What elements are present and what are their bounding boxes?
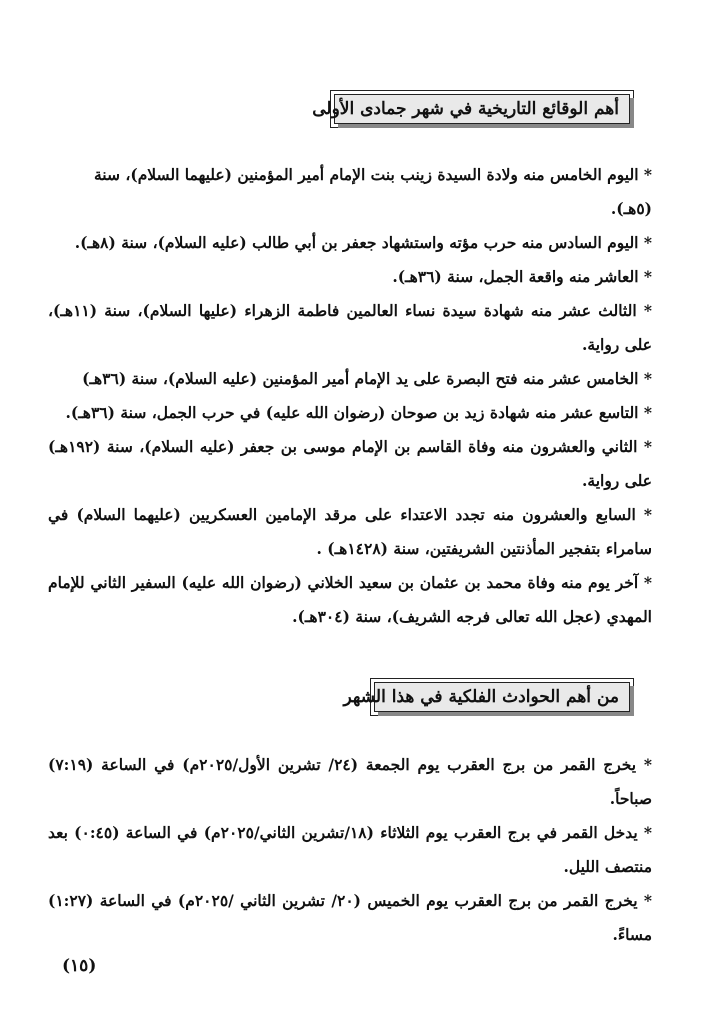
- event-item: * آخر يوم منه وفاة محمد بن عثمان بن سعيد الخلاني (رضوان الله عليه) السفير الثاني للإمام المهدي (عجل الله تعالى فرجه الشريف)، سنة (٣٠٤هـ).: [48, 573, 652, 626]
- section2-title-box: [343, 678, 634, 716]
- event-item: * الخامس عشر منه فتح البصرة على يد الإمام أمير المؤمنين (عليه السلام)، سنة (٣٦هـ): [82, 369, 652, 388]
- event-item: * اليوم السادس منه حرب مؤته واستشهاد جعفر بن أبي طالب (عليه السلام)، سنة (٨هـ).: [74, 233, 652, 252]
- event-item: * الثالث عشر منه شهادة سيدة نساء العالمين فاطمة الزهراء (عليها السلام)، سنة (١١هـ)، على رواية.: [48, 301, 652, 354]
- section1-title-box: [312, 90, 634, 128]
- event-item: * التاسع عشر منه شهادة زيد بن صوحان (رضوان الله عليه) في حرب الجمل، سنة (٣٦هـ).: [65, 403, 652, 422]
- page-number: (١٥): [62, 956, 97, 976]
- astro-item: * يخرج القمر من برج العقرب يوم الجمعة (٢٤/ تشرين الأول/٢٠٢٥م) في الساعة (٧:١٩) صباحاً.: [48, 755, 652, 808]
- astro-item: * يخرج القمر من برج العقرب يوم الخميس (٢٠/ تشرين الثاني /٢٠٢٥م) في الساعة (١:٢٧) مساءً.: [48, 891, 653, 944]
- section1-title: أهم الوقائع التاريخية في شهر جمادى الأولى: [334, 94, 630, 124]
- section1-list: [48, 158, 652, 634]
- event-item: * اليوم الخامس منه ولادة السيدة زينب بنت الإمام أمير المؤمنين (عليهما السلام)، سنة (٥هـ).: [93, 165, 652, 218]
- section2-list: [48, 748, 652, 952]
- section2-title: من أهم الحوادث الفلكية في هذا الشهر: [374, 682, 630, 712]
- event-item: * السابع والعشرون منه تجدد الاعتداء على مرقد الإمامين العسكريين (عليهما السلام) في سامراء بتفجير المأذنتين الشريفتين، سنة (١٤٢٨هـ) .: [48, 505, 652, 558]
- event-item: * العاشر منه واقعة الجمل، سنة (٣٦هـ).: [392, 267, 652, 286]
- astro-item: * يدخل القمر في برج العقرب يوم الثلاثاء (١٨/تشرين الثاني/٢٠٢٥م) في الساعة (٠:٤٥) بعد منتصف الليل.: [48, 823, 652, 876]
- event-item: * الثاني والعشرون منه وفاة القاسم بن الإمام موسى بن جعفر (عليه السلام)، سنة (١٩٢هـ) على رواية.: [48, 437, 652, 490]
